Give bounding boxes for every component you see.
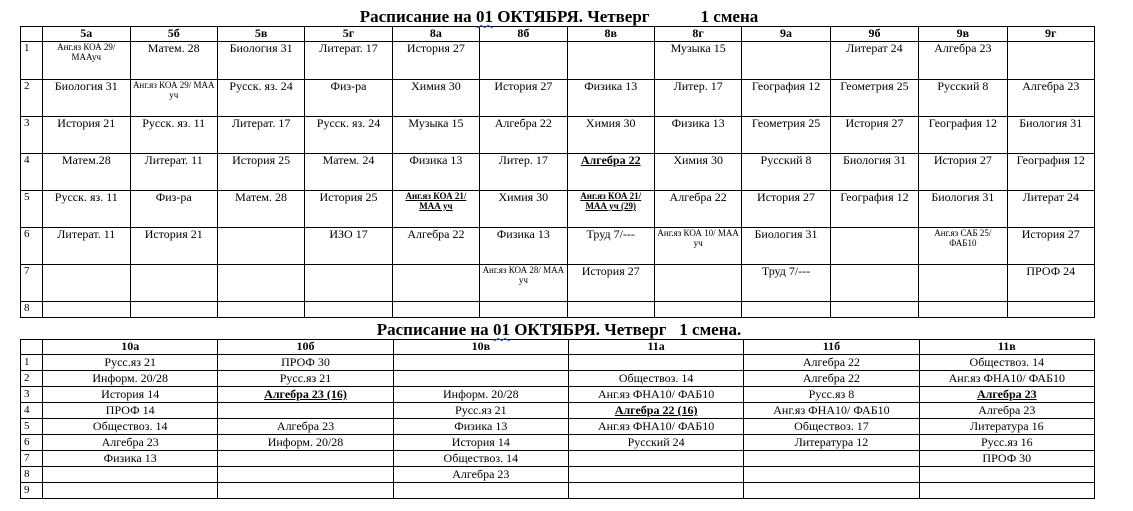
lesson-cell: Музыка 15 — [392, 117, 479, 154]
lesson-cell: Химия 30 — [480, 191, 567, 228]
lesson-cell — [217, 265, 304, 302]
lesson-cell: Русс.яз 16 — [919, 435, 1094, 451]
lesson-cell: Русск. яз. 11 — [43, 191, 130, 228]
lesson-cell: Анг.яз КОА 28/ МАА уч — [480, 265, 567, 302]
title-prefix-1: Расписание на — [359, 7, 472, 26]
lesson-cell — [130, 265, 217, 302]
lesson-cell: Русс.яз 8 — [744, 387, 919, 403]
lesson-cell — [218, 483, 393, 499]
lesson-cell: Алгебра 23 — [393, 467, 568, 483]
lesson-cell: История 14 — [393, 435, 568, 451]
table-row — [21, 80, 1095, 117]
lesson-cell: Химия 30 — [567, 117, 654, 154]
lesson-cell: Алгебра 23 — [43, 435, 218, 451]
lesson-cell — [744, 483, 919, 499]
header-class: 10б — [218, 340, 393, 355]
lesson-cell — [830, 265, 918, 302]
lesson-cell: История 27 — [480, 80, 567, 117]
lesson-number: 1 — [21, 42, 43, 80]
lesson-cell: Анг.яз КОА 10/ МАА уч — [654, 228, 741, 265]
table-row — [21, 403, 1095, 419]
lesson-cell: Обществоз. 14 — [919, 355, 1094, 371]
header-class: 9в — [919, 27, 1007, 42]
lesson-cell: География 12 — [1007, 154, 1094, 191]
lesson-cell — [305, 265, 392, 302]
lesson-cell: Русск. яз. 24 — [305, 117, 392, 154]
lesson-cell — [1007, 302, 1094, 318]
lesson-cell: Алгебра 22 (16) — [568, 403, 743, 419]
lesson-cell: Анг.яз КОА 29/ МАА уч — [130, 80, 217, 117]
lesson-cell — [568, 451, 743, 467]
table-row — [21, 228, 1095, 265]
lesson-cell: Литерат. 11 — [43, 228, 130, 265]
lesson-cell: Русс.яз 21 — [393, 403, 568, 419]
lesson-cell — [393, 371, 568, 387]
title-date-2: 01 — [492, 320, 510, 339]
lesson-cell: Анг.яз КОА 21/ МАА уч — [392, 191, 479, 228]
lesson-cell: Физика 13 — [43, 451, 218, 467]
lesson-cell — [480, 42, 567, 80]
lesson-cell — [43, 483, 218, 499]
lesson-cell — [568, 483, 743, 499]
lesson-number: 1 — [21, 355, 43, 371]
table-row — [21, 42, 1095, 80]
lesson-cell: История 27 — [742, 191, 830, 228]
lesson-cell — [218, 451, 393, 467]
lesson-cell: Матем. 28 — [217, 191, 304, 228]
schedule-title-2 — [20, 321, 1098, 339]
lesson-number: 4 — [21, 154, 43, 191]
lesson-cell: История 25 — [305, 191, 392, 228]
title-shift-1: 1 смена — [700, 7, 759, 26]
lesson-cell: Литерат 24 — [1007, 191, 1094, 228]
lesson-cell — [567, 302, 654, 318]
header-class: 10а — [43, 340, 218, 355]
lesson-cell: Анг.яз САБ 25/ ФАБ10 — [919, 228, 1007, 265]
lesson-cell: Алгебра 22 — [744, 355, 919, 371]
lesson-cell — [43, 467, 218, 483]
lesson-cell: Алгебра 23 — [919, 42, 1007, 80]
lesson-cell — [919, 265, 1007, 302]
lesson-cell: Русский 8 — [742, 154, 830, 191]
lesson-cell: История 21 — [130, 228, 217, 265]
table-row — [21, 371, 1095, 387]
lesson-number: 7 — [21, 265, 43, 302]
header-class: 8б — [480, 27, 567, 42]
lesson-cell: География 12 — [742, 80, 830, 117]
lesson-cell: ПРОФ 30 — [218, 355, 393, 371]
table-row — [21, 117, 1095, 154]
lesson-number: 3 — [21, 117, 43, 154]
lesson-cell: Биология 31 — [742, 228, 830, 265]
lesson-cell: Алгебра 22 — [392, 228, 479, 265]
header-class: 8а — [392, 27, 479, 42]
schedule-title-1 — [20, 8, 1098, 26]
lesson-number: 9 — [21, 483, 43, 499]
lesson-cell: Литерат. 11 — [130, 154, 217, 191]
lesson-cell: Геометрия 25 — [742, 117, 830, 154]
lesson-cell: Химия 30 — [392, 80, 479, 117]
lesson-cell — [217, 228, 304, 265]
lesson-cell: Биология 31 — [1007, 117, 1094, 154]
header-class: 5а — [43, 27, 130, 42]
header-class: 10в — [393, 340, 568, 355]
lesson-cell: Русский 24 — [568, 435, 743, 451]
lesson-cell — [654, 265, 741, 302]
lesson-cell: Анг.яз КОА 29/ МААуч — [43, 42, 130, 80]
header-class: 9а — [742, 27, 830, 42]
table-row — [21, 467, 1095, 483]
lesson-cell — [919, 302, 1007, 318]
lesson-cell: Алгебра 22 — [654, 191, 741, 228]
lesson-cell: Алгебра 23 — [919, 403, 1094, 419]
table-row — [21, 451, 1095, 467]
title-date-1: 01 — [475, 7, 493, 26]
lesson-cell: Физика 13 — [654, 117, 741, 154]
lesson-cell — [130, 302, 217, 318]
lesson-cell: История 14 — [43, 387, 218, 403]
lesson-cell: ПРОФ 24 — [1007, 265, 1094, 302]
lesson-cell: Алгебра 22 — [480, 117, 567, 154]
lesson-cell: История 21 — [43, 117, 130, 154]
table-row — [21, 154, 1095, 191]
lesson-cell: Обществоз. 14 — [393, 451, 568, 467]
lesson-cell — [392, 265, 479, 302]
lesson-cell: География 12 — [919, 117, 1007, 154]
lesson-cell: Анг.яз ФНА10/ ФАБ10 — [919, 371, 1094, 387]
lesson-cell — [744, 451, 919, 467]
lesson-number: 2 — [21, 80, 43, 117]
lesson-cell — [217, 302, 304, 318]
lesson-cell — [919, 483, 1094, 499]
title-rest-1: ОКТЯБРЯ. Четверг — [497, 7, 650, 26]
lesson-number: 8 — [21, 302, 43, 318]
lesson-cell: Русс.яз 21 — [218, 371, 393, 387]
lesson-cell: История 27 — [919, 154, 1007, 191]
table-row — [21, 387, 1095, 403]
lesson-cell: Матем.28 — [43, 154, 130, 191]
header-class: 9г — [1007, 27, 1094, 42]
lesson-cell: Алгебра 22 — [567, 154, 654, 191]
header-class: 11в — [919, 340, 1094, 355]
table-row — [21, 191, 1095, 228]
header-lesson-number — [21, 340, 43, 355]
lesson-cell: География 12 — [830, 191, 918, 228]
lesson-cell: Обществоз. 17 — [744, 419, 919, 435]
lesson-cell: Алгебра 23 — [218, 419, 393, 435]
lesson-cell: История 27 — [1007, 228, 1094, 265]
lesson-cell: Литер. 17 — [654, 80, 741, 117]
lesson-cell: Алгебра 23 (16) — [218, 387, 393, 403]
lesson-cell: Матем. 28 — [130, 42, 217, 80]
lesson-cell — [568, 355, 743, 371]
lesson-cell: Русс.яз 21 — [43, 355, 218, 371]
lesson-cell: История 27 — [830, 117, 918, 154]
lesson-cell: Анг.яз ФНА10/ ФАБ10 — [568, 419, 743, 435]
lesson-cell: Труд 7/--- — [742, 265, 830, 302]
lesson-cell: Физика 13 — [393, 419, 568, 435]
lesson-cell: Анг.яз ФНА10/ ФАБ10 — [744, 403, 919, 419]
lesson-cell: Анг.яз КОА 21/ МАА уч (29) — [567, 191, 654, 228]
lesson-cell — [218, 403, 393, 419]
document-page — [20, 0, 1098, 499]
lesson-cell: Русский 8 — [919, 80, 1007, 117]
table-row — [21, 265, 1095, 302]
lesson-cell: Биология 31 — [43, 80, 130, 117]
lesson-cell — [480, 302, 567, 318]
lesson-cell: Алгебра 23 — [1007, 80, 1094, 117]
header-class: 11а — [568, 340, 743, 355]
lesson-cell: Литерат. 17 — [217, 117, 304, 154]
lesson-cell — [568, 467, 743, 483]
lesson-cell: Литер. 17 — [480, 154, 567, 191]
lesson-cell: Биология 31 — [217, 42, 304, 80]
lesson-cell: История 25 — [217, 154, 304, 191]
table-row — [21, 483, 1095, 499]
lesson-cell — [919, 467, 1094, 483]
lesson-cell: Литерат. 17 — [305, 42, 392, 80]
header-class: 11б — [744, 340, 919, 355]
lesson-cell: Матем. 24 — [305, 154, 392, 191]
lesson-cell: ПРОФ 30 — [919, 451, 1094, 467]
schedule-table-senior — [20, 339, 1095, 499]
lesson-cell — [742, 302, 830, 318]
lesson-cell: Русск. яз. 24 — [217, 80, 304, 117]
table-row — [21, 302, 1095, 318]
lesson-cell — [393, 483, 568, 499]
lesson-number: 7 — [21, 451, 43, 467]
lesson-cell: Литерат 24 — [830, 42, 918, 80]
lesson-cell: Биология 31 — [919, 191, 1007, 228]
lesson-cell — [43, 302, 130, 318]
header-class: 8г — [654, 27, 741, 42]
lesson-number: 2 — [21, 371, 43, 387]
lesson-cell: Обществоз. 14 — [568, 371, 743, 387]
lesson-cell — [305, 302, 392, 318]
lesson-cell: Физика 13 — [392, 154, 479, 191]
header-class: 5г — [305, 27, 392, 42]
lesson-cell: Информ. 20/28 — [43, 371, 218, 387]
lesson-cell: Физика 13 — [567, 80, 654, 117]
lesson-cell: ИЗО 17 — [305, 228, 392, 265]
lesson-cell: Обществоз. 14 — [43, 419, 218, 435]
lesson-number: 5 — [21, 419, 43, 435]
lesson-cell: Химия 30 — [654, 154, 741, 191]
lesson-cell: Литература 16 — [919, 419, 1094, 435]
lesson-number: 3 — [21, 387, 43, 403]
lesson-cell — [742, 42, 830, 80]
lesson-cell: Алгебра 23 — [919, 387, 1094, 403]
lesson-cell — [830, 302, 918, 318]
lesson-cell: Физ-ра — [130, 191, 217, 228]
header-class: 8в — [567, 27, 654, 42]
lesson-cell — [1007, 42, 1094, 80]
table-header-row — [21, 27, 1095, 42]
lesson-number: 6 — [21, 435, 43, 451]
title-rest-2: ОКТЯБРЯ. Четверг — [514, 320, 667, 339]
lesson-cell — [567, 42, 654, 80]
header-lesson-number — [21, 27, 43, 42]
lesson-cell: Информ. 20/28 — [393, 387, 568, 403]
lesson-number: 8 — [21, 467, 43, 483]
lesson-cell: Информ. 20/28 — [218, 435, 393, 451]
title-prefix-2: Расписание на — [376, 320, 489, 339]
table-header-row — [21, 340, 1095, 355]
lesson-cell — [393, 355, 568, 371]
lesson-cell: Физика 13 — [480, 228, 567, 265]
lesson-cell: Физ-ра — [305, 80, 392, 117]
lesson-cell: Геометрия 25 — [830, 80, 918, 117]
lesson-cell: Труд 7/--- — [567, 228, 654, 265]
lesson-cell: Русск. яз. 11 — [130, 117, 217, 154]
lesson-cell — [218, 467, 393, 483]
lesson-cell: Музыка 15 — [654, 42, 741, 80]
lesson-cell — [830, 228, 918, 265]
lesson-number: 6 — [21, 228, 43, 265]
lesson-cell: История 27 — [392, 42, 479, 80]
lesson-cell: Анг.яз ФНА10/ ФАБ10 — [568, 387, 743, 403]
lesson-cell: Биология 31 — [830, 154, 918, 191]
lesson-cell — [744, 467, 919, 483]
lesson-number: 5 — [21, 191, 43, 228]
header-class: 9б — [830, 27, 918, 42]
lesson-number: 4 — [21, 403, 43, 419]
header-class: 5в — [217, 27, 304, 42]
table-row — [21, 419, 1095, 435]
table-row — [21, 355, 1095, 371]
lesson-cell: Алгебра 22 — [744, 371, 919, 387]
header-class: 5б — [130, 27, 217, 42]
schedule-table-middle — [20, 26, 1095, 318]
lesson-cell: Литература 12 — [744, 435, 919, 451]
lesson-cell: История 27 — [567, 265, 654, 302]
lesson-cell — [654, 302, 741, 318]
table-row — [21, 435, 1095, 451]
lesson-cell — [43, 265, 130, 302]
lesson-cell: ПРОФ 14 — [43, 403, 218, 419]
lesson-cell — [392, 302, 479, 318]
title-shift-2: 1 смена. — [679, 320, 742, 339]
